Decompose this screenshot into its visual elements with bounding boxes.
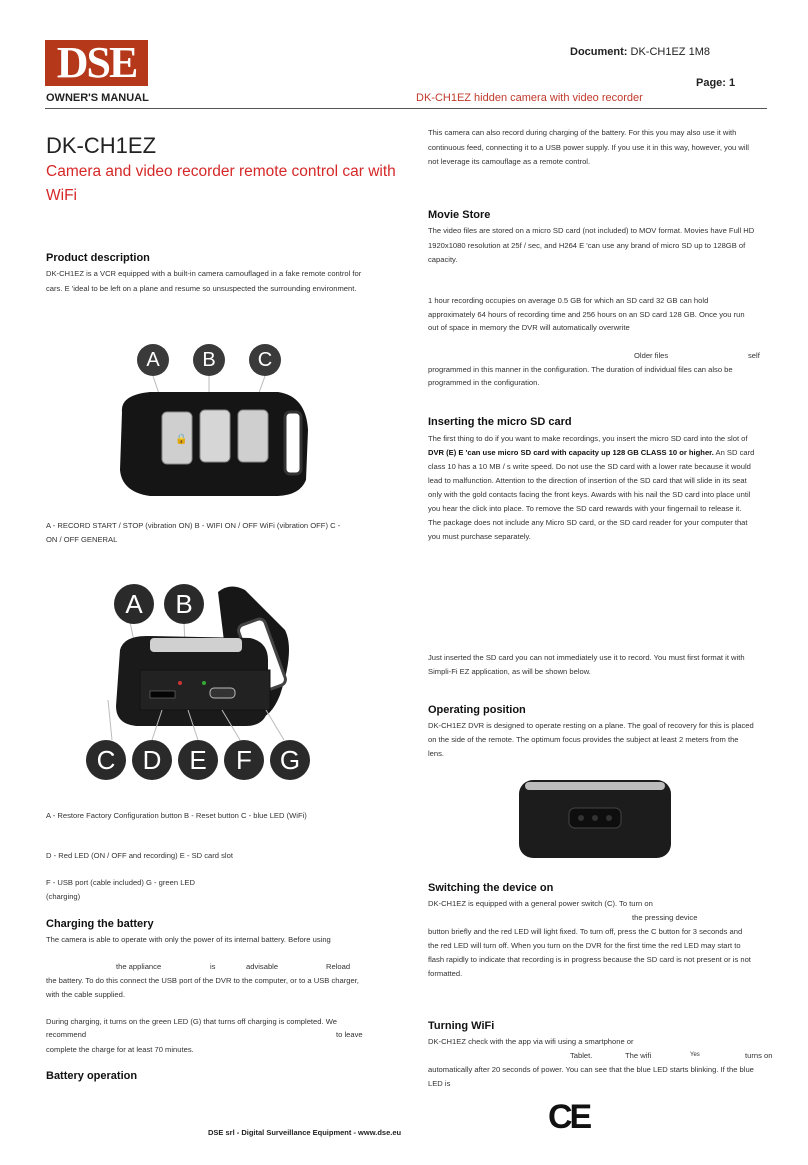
header-subtitle: DK-CH1EZ hidden camera with video recorder — [416, 92, 643, 104]
fig2-label-d: D — [132, 740, 172, 780]
movie-line-6: out of space in memory the DVR will automatically overwrite — [428, 323, 630, 332]
charging-heading: Charging the battery — [46, 918, 154, 930]
intro-line-3: not leverage its camouflage as a remote control. — [428, 157, 591, 166]
sd-line-2-part-2: 128 GB CLASS 10 — [612, 448, 678, 457]
page-number: Page: 1 — [696, 77, 736, 89]
battery-operation-heading: Battery operation — [46, 1070, 138, 1082]
wifi-line-3: automatically after 20 seconds of power. You can see that the blue LED starts blinking. If the blue — [428, 1065, 754, 1074]
sd-line-8: you must purchase separately. — [428, 532, 531, 541]
wifi-word-tablet: Tablet. — [570, 1051, 593, 1060]
sd-line-4: lead to malfunction. Attention to the direction of insertion of the SD card that will slide in its seat — [428, 476, 747, 485]
fig2-label-g: G — [270, 740, 310, 780]
fig1-label-a: A — [137, 344, 169, 376]
sw-line-2: the pressing device — [632, 913, 698, 922]
wifi-word-turns-on: turns on — [745, 1051, 773, 1060]
charging-word-is: is — [210, 962, 216, 971]
device-ports-figure — [80, 580, 340, 780]
movie-line-8: programmed in this manner in the configuration. The duration of individual files can also be — [428, 365, 733, 374]
sd-line-7: The package does not include any Micro SD card, or the SD card reader for your computer that — [428, 518, 748, 527]
fig2-label-b: B — [164, 584, 204, 624]
movie-line-1: The video files are stored on a micro SD card (not included) to MOV format. Movies have Full HD — [428, 226, 755, 235]
document-value: DK-CH1EZ 1M8 — [630, 46, 710, 58]
movie-line-4: 1 hour recording occupies on average 0.5 GB for which an SD card 32 GB can hold — [428, 296, 709, 305]
intro-line-2: continuous feed, connecting it to a USB power supply. If you use it in this way, however, you will — [428, 143, 749, 152]
wifi-word-the-wifi: The wifi — [625, 1051, 652, 1060]
switching-on-heading: Switching the device on — [428, 882, 554, 894]
charging-word-advisable: advisable — [246, 962, 279, 971]
fig2-label-f: F — [224, 740, 264, 780]
movie-word-older-files: Older files — [634, 351, 669, 360]
lens-side-figure — [515, 778, 675, 860]
fig2-label-c: C — [86, 740, 126, 780]
sd-line-2-part-3: or higher. — [677, 448, 714, 457]
turning-wifi-heading: Turning WiFi — [428, 1020, 495, 1032]
header-divider — [45, 108, 767, 109]
footer-text: DSE srl - Digital Surveillance Equipment - www.dse.eu — [208, 1128, 402, 1137]
document-label: Document: — [570, 46, 628, 58]
sw-line-4: the red LED will turn off. When you turn on the DVR for the first time the red LED may start to — [428, 941, 741, 950]
red-title-line-1: Camera and video recorder remote control car with — [46, 163, 396, 180]
lens-side-image — [515, 778, 675, 860]
op-line-1: DK-CH1EZ DVR is designed to operate resting on a plane. The goal of recovery for this is placed — [428, 721, 754, 730]
sd-card-heading: Inserting the micro SD card — [428, 416, 572, 428]
sw-line-6: formatted. — [428, 969, 463, 978]
product-description-line-1: DK-CH1EZ is a VCR equipped with a built-in camera camouflaged in a fake remote control for — [46, 269, 362, 278]
movie-line-2: 1920x1080 resolution at 25f / sec, and H264 E 'can use any brand of micro SD up to 128GB of — [428, 241, 746, 250]
sd-line-1: The first thing to do if you want to make recordings, you insert the micro SD card into the slot of — [428, 434, 748, 443]
sd-line-3: class 10 has a 10 MB / s write speed. Do not use the SD card with a lower rate because it would — [428, 462, 751, 471]
charging-word-reload: Reload — [326, 962, 351, 971]
charging-word-recommend: recommend — [46, 1030, 87, 1039]
red-title-line-2: WiFi — [46, 187, 77, 204]
fig1-label-b: B — [193, 344, 225, 376]
charging-line-3: the battery. To do this connect the USB port of the DVR to the computer, or to a USB charger, — [46, 976, 359, 985]
charging-word-appliance: the appliance — [116, 962, 162, 971]
intro-line-1: This camera can also record during charging of the battery. For this you may also use it with — [428, 128, 737, 137]
sd-line-5: only with the gold contacts facing the front keys. Awards with his nail the SD card into place until — [428, 490, 751, 499]
key-fob-figure — [110, 340, 320, 510]
fig2-caption-line-2: D - Red LED (ON / OFF and recording) E - SD card slot — [46, 851, 233, 860]
charging-line-4: with the cable supplied. — [46, 990, 125, 999]
fig2-caption-line-3: F - USB port (cable included) G - green LED — [46, 878, 195, 887]
sd-line-2-part-4: An SD card — [713, 448, 755, 457]
fig2-caption-line-1: A - Restore Factory Configuration button B - Reset button C - blue LED (WiFi) — [46, 811, 307, 820]
wifi-line-1: DK-CH1EZ check with the app via wifi using a smartphone or — [428, 1037, 634, 1046]
fig1-label-c: C — [249, 344, 281, 376]
charging-line-7: complete the charge for at least 70 minutes. — [46, 1045, 194, 1054]
op-line-2: on the side of the remote. The optimum focus provides the subject at least 2 meters from the — [428, 735, 739, 744]
fig1-caption-line-1: A - RECORD START / STOP (vibration ON) B - WIFI ON / OFF WiFi (vibration OFF) C - — [46, 521, 341, 530]
movie-line-5: approximately 64 hours of recording time and 256 hours on an SD card 128 GB. Once you run — [428, 310, 745, 319]
sw-line-1: DK-CH1EZ is equipped with a general power switch (C). To turn on — [428, 899, 653, 908]
sd-line-9: Just inserted the SD card you can not immediately use it to record. You must first format it with — [428, 653, 745, 662]
sd-line-2-part-1: DVR (E) E 'can use micro SD card with capacity up — [428, 448, 613, 457]
sw-line-5: flash rapidly to indicate that recording is in progress because the SD card is not present or is not — [428, 955, 751, 964]
charging-line-5: During charging, it turns on the green LED (G) that turns off charging is completed. We — [46, 1017, 337, 1026]
wifi-word-yes: Yes — [690, 1052, 700, 1058]
fig2-caption-line-4: (charging) — [46, 892, 81, 901]
movie-line-3: capacity. — [428, 255, 458, 264]
op-line-3: lens. — [428, 749, 445, 758]
movie-word-self: self — [748, 351, 760, 360]
page-title: DK-CH1EZ — [46, 133, 157, 158]
sd-line-6: you hear the click into place. To remove the SD card rewards with your fingernail to release it. — [428, 504, 742, 513]
fig2-label-a: A — [114, 584, 154, 624]
document-id — [570, 46, 710, 58]
charging-word-to-leave: to leave — [336, 1030, 363, 1039]
fig2-label-e: E — [178, 740, 218, 780]
owners-manual-label: OWNER'S MANUAL — [46, 92, 149, 104]
fig1-caption-line-2: ON / OFF GENERAL — [46, 535, 118, 544]
wifi-line-4: LED is — [428, 1079, 451, 1088]
svg-text:🔒: 🔒 — [175, 434, 188, 445]
sw-line-3: button briefly and the red LED will light fixed. To turn off, press the C button for 3 seconds and — [428, 927, 743, 936]
sd-line-10: Simpli-Fi EZ application, as will be shown below. — [428, 667, 591, 676]
product-description-line-2: cars. E 'ideal to be left on a plane and resume so unsuspected the surrounding environment. — [46, 284, 357, 293]
movie-line-9: programmed in the configuration. — [428, 378, 540, 387]
ce-mark: CE — [548, 1098, 590, 1136]
movie-store-heading: Movie Store — [428, 209, 491, 221]
operating-position-heading: Operating position — [428, 704, 526, 716]
charging-line-1: The camera is able to operate with only the power of its internal battery. Before using — [46, 935, 331, 944]
product-description-heading: Product description — [46, 252, 150, 264]
dse-logo: DSE — [45, 40, 148, 86]
